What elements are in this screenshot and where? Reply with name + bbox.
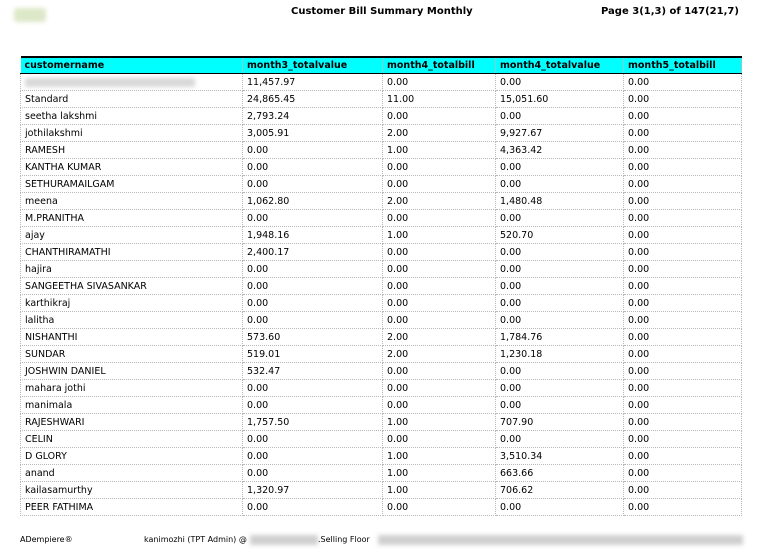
table-cell-month4-totalvalue: 0.00 [496, 244, 624, 261]
table-row [21, 91, 742, 108]
table-cell-month5-totalbill: 0.00 [624, 380, 742, 397]
table-row [21, 261, 742, 278]
page-info: Page 3(1,3) of 147(21,7) [601, 6, 739, 17]
table-cell-month5-totalbill: 0.00 [624, 346, 742, 363]
table-cell-month4-totalvalue: 0.00 [496, 499, 624, 516]
table-cell-month4-totalbill: 0.00 [383, 431, 496, 448]
column-header-month4-totalvalue: month4_totalvalue [496, 57, 624, 74]
table-cell-month3-totalvalue: 0.00 [243, 176, 383, 193]
table-cell-month4-totalvalue: 0.00 [496, 363, 624, 380]
column-header-month3-totalvalue: month3_totalvalue [243, 57, 383, 74]
table-cell-customername: JOSHWIN DANIEL [21, 363, 243, 380]
table-cell-month3-totalvalue: 2,400.17 [243, 244, 383, 261]
table-cell-month4-totalbill: 2.00 [383, 329, 496, 346]
table-cell-month4-totalvalue: 0.00 [496, 278, 624, 295]
table-cell-month3-totalvalue: 573.60 [243, 329, 383, 346]
table-cell-month4-totalbill: 0.00 [383, 278, 496, 295]
table-row [21, 74, 742, 91]
table-cell-month5-totalbill: 0.00 [624, 431, 742, 448]
table-row [21, 448, 742, 465]
table-cell-month4-totalbill: 0.00 [383, 363, 496, 380]
table-cell-customername: ajay [21, 227, 243, 244]
company-logo [14, 8, 46, 22]
footer-user: kanimozhi (TPT Admin) @ [144, 535, 247, 544]
table-row [21, 193, 742, 210]
report-table [20, 56, 742, 516]
table-cell-customername: D GLORY [21, 448, 243, 465]
table-cell-month4-totalvalue: 0.00 [496, 397, 624, 414]
table-cell-month4-totalvalue: 4,363.42 [496, 142, 624, 159]
table-cell-month4-totalbill: 11.00 [383, 91, 496, 108]
table-cell-customername: PEER FATHIMA [21, 499, 243, 516]
table-row [21, 431, 742, 448]
table-cell-month3-totalvalue: 0.00 [243, 159, 383, 176]
table-cell-month4-totalbill: 1.00 [383, 465, 496, 482]
table-row [21, 499, 742, 516]
table-cell-month4-totalbill: 2.00 [383, 125, 496, 142]
table-cell-month3-totalvalue: 0.00 [243, 295, 383, 312]
table-cell-month5-totalbill: 0.00 [624, 227, 742, 244]
table-row [21, 125, 742, 142]
table-cell-month3-totalvalue: 519.01 [243, 346, 383, 363]
table-cell-month4-totalvalue: 0.00 [496, 261, 624, 278]
table-cell-month3-totalvalue: 0.00 [243, 499, 383, 516]
table-cell-month4-totalvalue: 0.00 [496, 380, 624, 397]
table-row [21, 465, 742, 482]
table-header [21, 57, 742, 74]
table-cell-month4-totalvalue: 0.00 [496, 108, 624, 125]
table-cell-customername: RAJESHWARI [21, 414, 243, 431]
table-row [21, 414, 742, 431]
table-cell-month3-totalvalue: 0.00 [243, 142, 383, 159]
table-cell-month5-totalbill: 0.00 [624, 91, 742, 108]
table-cell-month5-totalbill: 0.00 [624, 295, 742, 312]
footer-location: .Selling Floor [318, 535, 370, 544]
table-cell-month4-totalbill: 1.00 [383, 227, 496, 244]
table-cell-month5-totalbill: 0.00 [624, 142, 742, 159]
table-cell-month4-totalbill: 2.00 [383, 346, 496, 363]
table-cell-customername: KANTHA KUMAR [21, 159, 243, 176]
table-body [21, 74, 742, 516]
table-cell-month4-totalvalue: 0.00 [496, 431, 624, 448]
table-cell-customername: SANGEETHA SIVASANKAR [21, 278, 243, 295]
table-cell-month4-totalvalue: 9,927.67 [496, 125, 624, 142]
table-row [21, 159, 742, 176]
table-cell-month4-totalbill: 1.00 [383, 448, 496, 465]
table-cell-month5-totalbill: 0.00 [624, 414, 742, 431]
table-row [21, 346, 742, 363]
footer-brand: ADempiere® [20, 535, 73, 544]
table-cell-month4-totalbill: 0.00 [383, 261, 496, 278]
table-cell-month4-totalbill: 0.00 [383, 244, 496, 261]
table-cell-month5-totalbill: 0.00 [624, 312, 742, 329]
table-cell-month3-totalvalue: 1,320.97 [243, 482, 383, 499]
table-row [21, 363, 742, 380]
table-row [21, 397, 742, 414]
table-cell-customername: CELIN [21, 431, 243, 448]
table-cell-month3-totalvalue: 1,948.16 [243, 227, 383, 244]
table-row [21, 142, 742, 159]
table-cell-month4-totalvalue: 520.70 [496, 227, 624, 244]
table-cell-month3-totalvalue: 532.47 [243, 363, 383, 380]
table-row [21, 227, 742, 244]
table-cell-month3-totalvalue: 1,757.50 [243, 414, 383, 431]
table-cell-month3-totalvalue: 11,457.97 [243, 74, 383, 91]
table-cell-month4-totalbill: 0.00 [383, 176, 496, 193]
table-cell-customername: CHANTHIRAMATHI [21, 244, 243, 261]
table-cell-month5-totalbill: 0.00 [624, 482, 742, 499]
table-cell-month4-totalbill: 0.00 [383, 159, 496, 176]
table-cell-month5-totalbill: 0.00 [624, 159, 742, 176]
table-cell-customername: M.PRANITHA [21, 210, 243, 227]
table-cell-month5-totalbill: 0.00 [624, 397, 742, 414]
table-cell-month5-totalbill: 0.00 [624, 448, 742, 465]
table-cell-month4-totalvalue: 3,510.34 [496, 448, 624, 465]
table-cell-month4-totalbill: 0.00 [383, 74, 496, 91]
table-cell-month5-totalbill: 0.00 [624, 329, 742, 346]
table-cell-month5-totalbill: 0.00 [624, 108, 742, 125]
table-cell-month4-totalvalue: 0.00 [496, 176, 624, 193]
table-row [21, 295, 742, 312]
table-cell-customername: karthikraj [21, 295, 243, 312]
table-cell-month5-totalbill: 0.00 [624, 499, 742, 516]
table-cell-month4-totalvalue: 15,051.60 [496, 91, 624, 108]
table-cell-month4-totalvalue: 1,230.18 [496, 346, 624, 363]
table-cell-month3-totalvalue: 0.00 [243, 210, 383, 227]
table-cell-month3-totalvalue: 24,865.45 [243, 91, 383, 108]
table-cell-month4-totalbill: 1.00 [383, 414, 496, 431]
table-row [21, 312, 742, 329]
footer-redacted-client [250, 535, 318, 545]
table-cell-month4-totalvalue: 0.00 [496, 74, 624, 91]
table-cell-month5-totalbill: 0.00 [624, 125, 742, 142]
table-cell-month5-totalbill: 0.00 [624, 261, 742, 278]
table-cell-month4-totalvalue: 1,784.76 [496, 329, 624, 346]
table-cell-month5-totalbill: 0.00 [624, 278, 742, 295]
report-title: Customer Bill Summary Monthly [291, 6, 473, 17]
table-cell-month4-totalbill: 0.00 [383, 210, 496, 227]
table-cell-customername [21, 74, 243, 91]
column-header-customername: customername [21, 57, 243, 74]
table-cell-month4-totalbill: 1.00 [383, 142, 496, 159]
table-cell-month4-totalbill: 0.00 [383, 312, 496, 329]
table-cell-month4-totalvalue: 0.00 [496, 210, 624, 227]
table-cell-month4-totalbill: 0.00 [383, 499, 496, 516]
table-cell-month5-totalbill: 0.00 [624, 176, 742, 193]
table-cell-month3-totalvalue: 0.00 [243, 448, 383, 465]
table-cell-month4-totalvalue: 1,480.48 [496, 193, 624, 210]
table-cell-month3-totalvalue: 3,005.91 [243, 125, 383, 142]
table-row [21, 380, 742, 397]
table-cell-month5-totalbill: 0.00 [624, 210, 742, 227]
table-cell-month4-totalbill: 0.00 [383, 295, 496, 312]
table-cell-month5-totalbill: 0.00 [624, 465, 742, 482]
table-cell-month3-totalvalue: 0.00 [243, 312, 383, 329]
table-cell-customername: hajira [21, 261, 243, 278]
table-row [21, 482, 742, 499]
redacted-customer-name [25, 78, 195, 87]
table-cell-month5-totalbill: 0.00 [624, 244, 742, 261]
table-row [21, 278, 742, 295]
table-cell-month4-totalbill: 0.00 [383, 380, 496, 397]
table-row [21, 108, 742, 125]
table-cell-customername: NISHANTHI [21, 329, 243, 346]
table-cell-month4-totalbill: 2.00 [383, 193, 496, 210]
table-cell-month3-totalvalue: 1,062.80 [243, 193, 383, 210]
table-cell-customername: manimala [21, 397, 243, 414]
table-cell-month4-totalbill: 0.00 [383, 397, 496, 414]
column-header-month5-totalbill: month5_totalbill [624, 57, 742, 74]
column-header-month4-totalbill: month4_totalbill [383, 57, 496, 74]
table-cell-customername: Standard [21, 91, 243, 108]
table-cell-customername: RAMESH [21, 142, 243, 159]
table-cell-month5-totalbill: 0.00 [624, 74, 742, 91]
table-cell-month3-totalvalue: 0.00 [243, 431, 383, 448]
table-cell-customername: anand [21, 465, 243, 482]
header-row [21, 57, 742, 74]
table-cell-month3-totalvalue: 0.00 [243, 278, 383, 295]
table-cell-month4-totalvalue: 0.00 [496, 159, 624, 176]
table-cell-customername: SETHURAMAILGAM [21, 176, 243, 193]
table-cell-month3-totalvalue: 0.00 [243, 380, 383, 397]
table-row [21, 176, 742, 193]
table-cell-customername: meena [21, 193, 243, 210]
table-row [21, 244, 742, 261]
table-cell-customername: seetha lakshmi [21, 108, 243, 125]
table-cell-month3-totalvalue: 2,793.24 [243, 108, 383, 125]
table-cell-customername: kailasamurthy [21, 482, 243, 499]
table-cell-month3-totalvalue: 0.00 [243, 397, 383, 414]
table-cell-month4-totalvalue: 706.62 [496, 482, 624, 499]
table-cell-month5-totalbill: 0.00 [624, 363, 742, 380]
table-row [21, 329, 742, 346]
table-row [21, 210, 742, 227]
table-cell-customername: SUNDAR [21, 346, 243, 363]
table-cell-customername: mahara jothi [21, 380, 243, 397]
footer-redacted-info [378, 535, 743, 545]
table-cell-month3-totalvalue: 0.00 [243, 465, 383, 482]
table-cell-customername: jothilakshmi [21, 125, 243, 142]
table-cell-month4-totalvalue: 0.00 [496, 295, 624, 312]
table-cell-month4-totalvalue: 0.00 [496, 312, 624, 329]
table-cell-month4-totalvalue: 707.90 [496, 414, 624, 431]
table-cell-month4-totalbill: 0.00 [383, 108, 496, 125]
table-cell-month4-totalbill: 1.00 [383, 482, 496, 499]
table-cell-month3-totalvalue: 0.00 [243, 261, 383, 278]
table-cell-customername: lalitha [21, 312, 243, 329]
table-cell-month5-totalbill: 0.00 [624, 193, 742, 210]
table-cell-month4-totalvalue: 663.66 [496, 465, 624, 482]
